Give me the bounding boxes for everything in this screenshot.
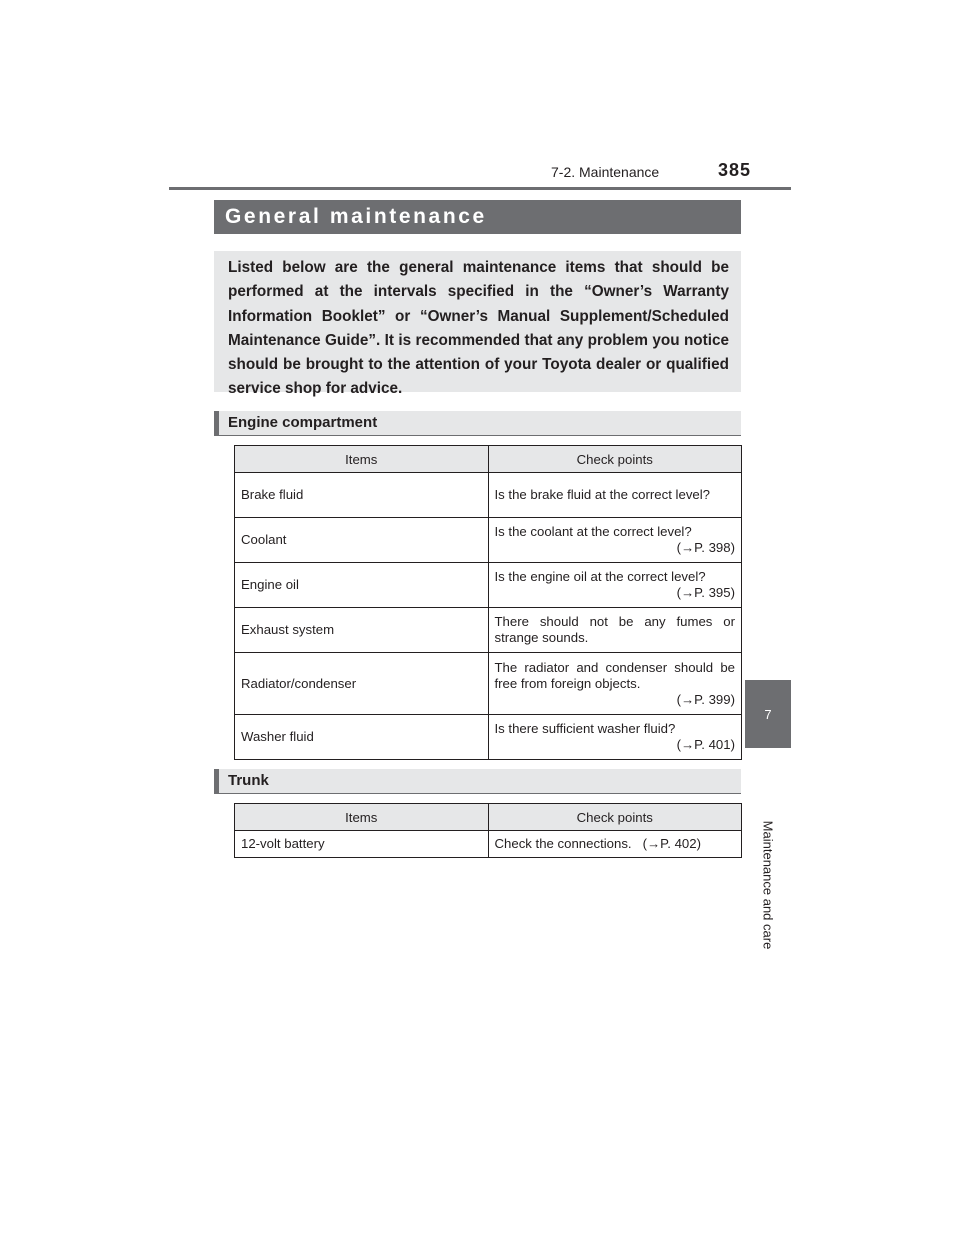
column-header-items: Items — [235, 446, 489, 473]
table-row — [235, 518, 742, 563]
running-header-section: 7-2. Maintenance — [551, 164, 660, 180]
table-header-row — [235, 446, 742, 473]
check-text: Is the engine oil at the correct level? — [494, 569, 706, 584]
page-number: 385 — [718, 160, 752, 180]
check-text: There should not be any fumes or strange sounds. — [494, 614, 735, 645]
table-row — [235, 715, 742, 760]
check-text: Is the coolant at the correct level? — [494, 524, 692, 539]
table-row — [235, 563, 742, 608]
column-header-items: Items — [235, 804, 489, 831]
check-text: Is there sufficient washer fluid? — [494, 721, 676, 736]
check-cell — [488, 518, 742, 563]
engine-checklist-table — [234, 445, 742, 760]
item-cell: Exhaust system — [235, 608, 489, 653]
column-header-check-points: Check points — [488, 804, 742, 831]
item-cell: Engine oil — [235, 563, 489, 608]
page-reference[interactable]: (→P. 401) — [676, 737, 735, 752]
table-row — [235, 473, 742, 518]
chapter-label: Maintenance and care — [760, 820, 776, 950]
item-cell: Coolant — [235, 518, 489, 563]
trunk-checklist-table — [234, 803, 742, 858]
page-reference[interactable]: (→P. 395) — [676, 585, 735, 600]
table-row — [235, 653, 742, 715]
page-title: General maintenance — [214, 200, 741, 234]
table-row — [235, 608, 742, 653]
section-divider — [214, 793, 741, 794]
item-cell: Brake fluid — [235, 473, 489, 518]
page-reference[interactable]: (→P. 399) — [676, 691, 735, 707]
header-divider — [169, 187, 791, 190]
trunk-section-heading: Trunk — [214, 769, 741, 793]
intro-text: Listed below are the general maintenance items that should be performed at the intervals specified in the “Owner’s Warranty Information Booklet” or “Owner’s Manual Supplement/Scheduled Maintenance Guide”. It is recommended that any problem you notice should be brought to the attention of your Toyota dealer or qualified service shop for advice. — [214, 251, 741, 392]
check-text: Check the connections. — [494, 836, 632, 851]
check-cell — [488, 653, 742, 715]
page-reference[interactable]: (→P. 402) — [642, 836, 701, 851]
check-cell — [488, 831, 742, 858]
table-row — [235, 831, 742, 858]
check-cell — [488, 473, 742, 518]
check-text: The radiator and condenser should be free from foreign objects. — [494, 659, 735, 691]
page-reference[interactable]: (→P. 398) — [676, 540, 735, 555]
check-cell — [488, 563, 742, 608]
engine-section-heading: Engine compartment — [214, 411, 741, 435]
check-cell — [488, 608, 742, 653]
item-cell: Washer fluid — [235, 715, 489, 760]
item-cell: Radiator/condenser — [235, 653, 489, 715]
chapter-tab[interactable]: 7 — [745, 680, 791, 748]
check-cell — [488, 715, 742, 760]
item-cell: 12-volt battery — [235, 831, 489, 858]
section-divider — [214, 435, 741, 436]
check-text: Is the brake fluid at the correct level? — [494, 487, 711, 502]
table-header-row — [235, 804, 742, 831]
column-header-check-points: Check points — [488, 446, 742, 473]
